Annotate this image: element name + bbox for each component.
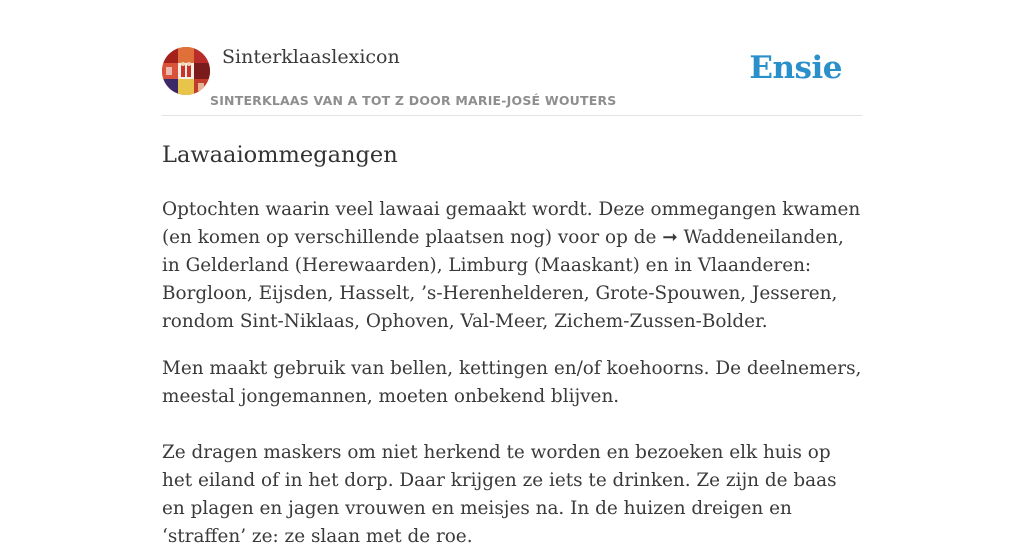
article-title: Lawaaiommegangen: [162, 142, 398, 168]
article-paragraph-1: [162, 196, 862, 336]
paragraph-1-text-after: , in Gelderland (Herewaarden), Limburg (Maaskant) en in Vlaanderen: Borgloon, Eijsden, Hasselt, ’s-Herenhelderen, Grote-Spouwen, Jesseren, rondom Sint-Niklaas, Ophoven, Val-Meer, Zichem-Zussen-Bolder.: [162, 227, 844, 332]
avatar-image: [162, 47, 210, 95]
article-paragraph-3: Ze dragen maskers om niet herkend te worden en bezoeken elk huis op het eiland of in het dorp. Daar krijgen ze iets te drinken. Ze zijn de baas en plagen en jagen vrouwen en meisjes na. In de huizen dreigen en ‘straffen’ ze: ze slaan met de roe.: [162, 442, 837, 547]
paragraph-1-text-before: Optochten waarin veel lawaai gemaakt wordt. Deze ommegangen kwamen (en komen op verschillende plaatsen nog) voor op de: [162, 199, 861, 248]
ensie-logo-link[interactable]: Ensie: [749, 50, 842, 86]
site-header: [162, 0, 862, 116]
article-page: [162, 0, 862, 551]
crossref-waddeneilanden-link[interactable]: ➞ Waddeneilanden: [662, 227, 839, 248]
lexicon-avatar[interactable]: [162, 47, 210, 95]
site-subtitle: SINTERKLAAS VAN A TOT Z DOOR MARIE-JOSÉ WOUTERS: [210, 93, 617, 108]
site-name-link[interactable]: Sinterklaaslexicon: [222, 46, 400, 68]
article-paragraph-2: Men maakt gebruik van bellen, kettingen en/of koehoorns. De deelnemers, meestal jongemannen, moeten onbekend blijven.: [162, 358, 862, 407]
